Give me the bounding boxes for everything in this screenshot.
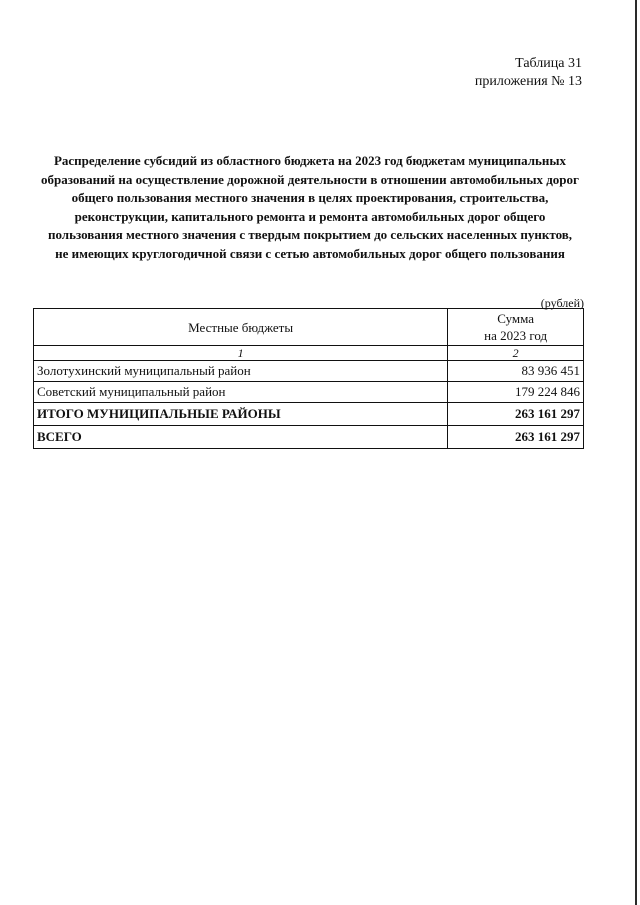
header-sum-line1: Сумма <box>497 311 535 326</box>
subtotal-name: ИТОГО МУНИЦИПАЛЬНЫЕ РАЙОНЫ <box>34 403 448 426</box>
units-label: (рублей) <box>540 296 584 310</box>
header-local-budgets: Местные бюджеты <box>34 309 448 346</box>
row-name: Советский муниципальный район <box>34 382 448 403</box>
document-title: Распределение субсидий из областного бюджета на 2023 год бюджетам муниципальных образований на осуществление дорожной деятельности в отношении автомобильных дорог общего пользования местного значения в целях проектирования, строительства, реконструкции, капитального ремонта и ремонта автомобильных дорог общего пользования местного значения с твердым покрытием до сельских населенных пунктов, не имеющих круглогодичной связи с сетью автомобильных дорог общего пользования <box>41 153 579 261</box>
table-row <box>34 382 584 403</box>
subsidy-table <box>33 308 584 449</box>
row-amount: 179 224 846 <box>448 382 584 403</box>
table-row <box>34 361 584 382</box>
row-amount: 83 936 451 <box>448 361 584 382</box>
column-number-2: 2 <box>448 346 584 361</box>
total-row <box>34 426 584 449</box>
total-amount: 263 161 297 <box>448 426 584 449</box>
total-name: ВСЕГО <box>34 426 448 449</box>
subtotal-row <box>34 403 584 426</box>
subtotal-amount: 263 161 297 <box>448 403 584 426</box>
column-number-1: 1 <box>34 346 448 361</box>
appendix-number: приложения № 13 <box>474 74 582 89</box>
row-name: Золотухинский муниципальный район <box>34 361 448 382</box>
table-reference <box>475 55 582 91</box>
table-number: Таблица 31 <box>515 56 582 71</box>
header-sum-line2: на 2023 год <box>484 328 548 343</box>
table-header-row <box>34 309 584 346</box>
column-number-row <box>34 346 584 361</box>
header-sum <box>448 309 584 346</box>
page-edge-line <box>635 0 637 905</box>
